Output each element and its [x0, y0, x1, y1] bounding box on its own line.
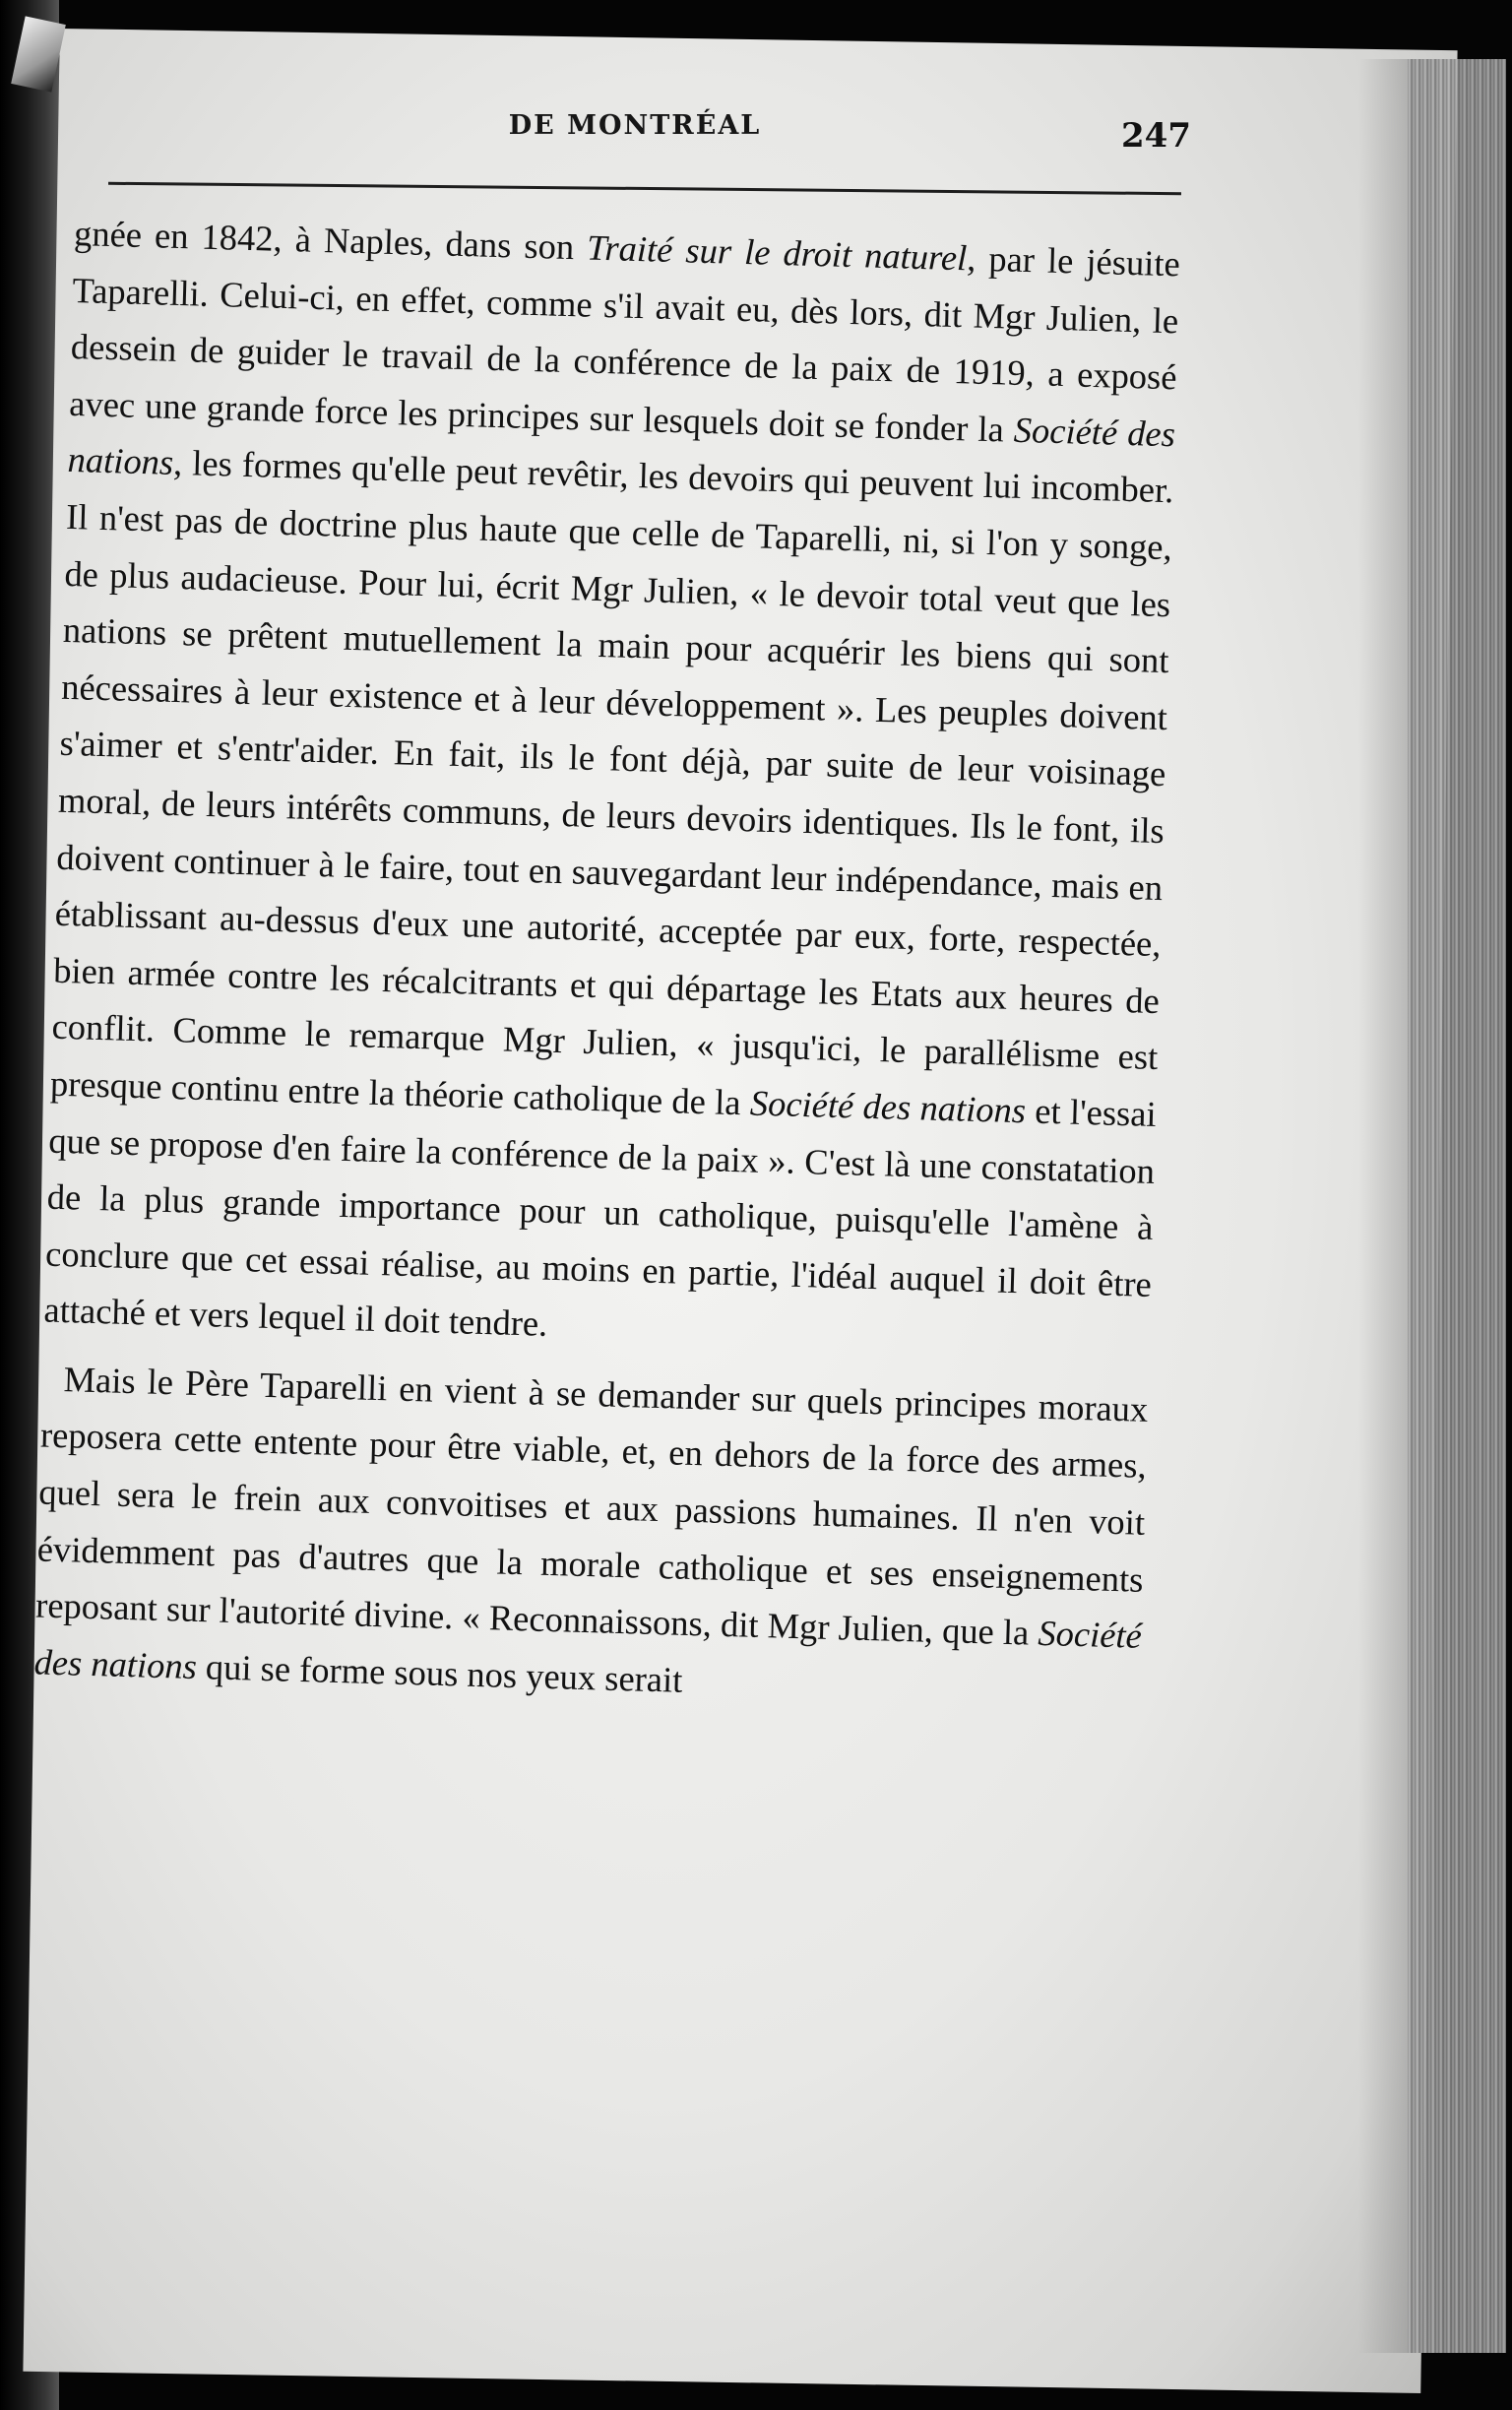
italic-title: Traité sur le droit naturel	[586, 226, 968, 279]
page-header	[79, 71, 1191, 159]
text-segment: gnée en 1842, à Naples, dans son	[73, 212, 588, 268]
italic-title: Société des nations	[67, 409, 1176, 483]
text-segment: qui se forme sous nos yeux serait	[196, 1645, 683, 1700]
italic-title: Société des nations	[749, 1082, 1027, 1131]
text-segment: , les formes qu'elle peut revêtir, les devoirs qui peuvent lui incomber. Il n'est pas de doctrine plus haute que celle de Taparelli, ni, si l'on y songe, de plus audacieuse. Pour lui, écrit Mgr Julien, « le devoir total veut que les nations se prêtent mutuellement la main pour acquérir les biens qui sont nécessaires à leur existence et à leur développement ». Les peuples doivent s'aimer et s'entr'aider. En fait, ils le font déjà, par suite de leur voisinage moral, de leurs intérêts communs, de leurs devoirs identiques. Ils le font, ils doivent continuer à le faire, tout en sauvegardant leur indépendance, mais en établissant au-dessus d'eux une autorité, acceptée par eux, forte, respectée, bien armée contre les récalcitrants et qui départage les Etats aux heures de conflit. Comme le remarque Mgr Julien, « jusqu'ici, le parallélisme est presque continu entre la théorie catholique de la	[49, 442, 1174, 1123]
paragraph-2	[33, 1350, 1149, 1721]
body-text	[33, 205, 1181, 1721]
text-segment: Mais le Père Taparelli en vient à se demander sur quels principes moraux reposera cette entente pour être viable, et, en dehors de la force des armes, quel sera le frein aux convoitises et aux passions humaines. Il n'en voit évidemment pas d'autres que la morale catholique et ses enseignements reposant sur l'autorité divine. « Reconnaissons, dit Mgr Julien, que la	[34, 1359, 1149, 1654]
text-segment: , par le jésuite Taparelli. Celui-ci, en effet, comme s'il avait eu, dès lors, dit Mgr Julien, le dessein de guider le travail de la conférence de la paix de 1919, a exposé avec une grande force les principes sur lesquels doit se fonder la	[68, 237, 1181, 450]
page-stack-edge	[1408, 59, 1506, 2353]
page-number: 247	[1121, 116, 1191, 156]
running-head: DE MONTRÉAL	[508, 110, 762, 141]
text-segment: et l'essai que se propose d'en faire la conférence de la paix ». C'est là une constatation de la plus grande importance pour un catholique, puisqu'elle l'amène à conclure que cet essai réalise, au moins en partie, l'idéal auquel il doit être attaché et vers lequel il doit tendre.	[43, 1090, 1158, 1345]
italic-title: Société des nations	[33, 1613, 1143, 1686]
paragraph-1	[43, 205, 1181, 1369]
